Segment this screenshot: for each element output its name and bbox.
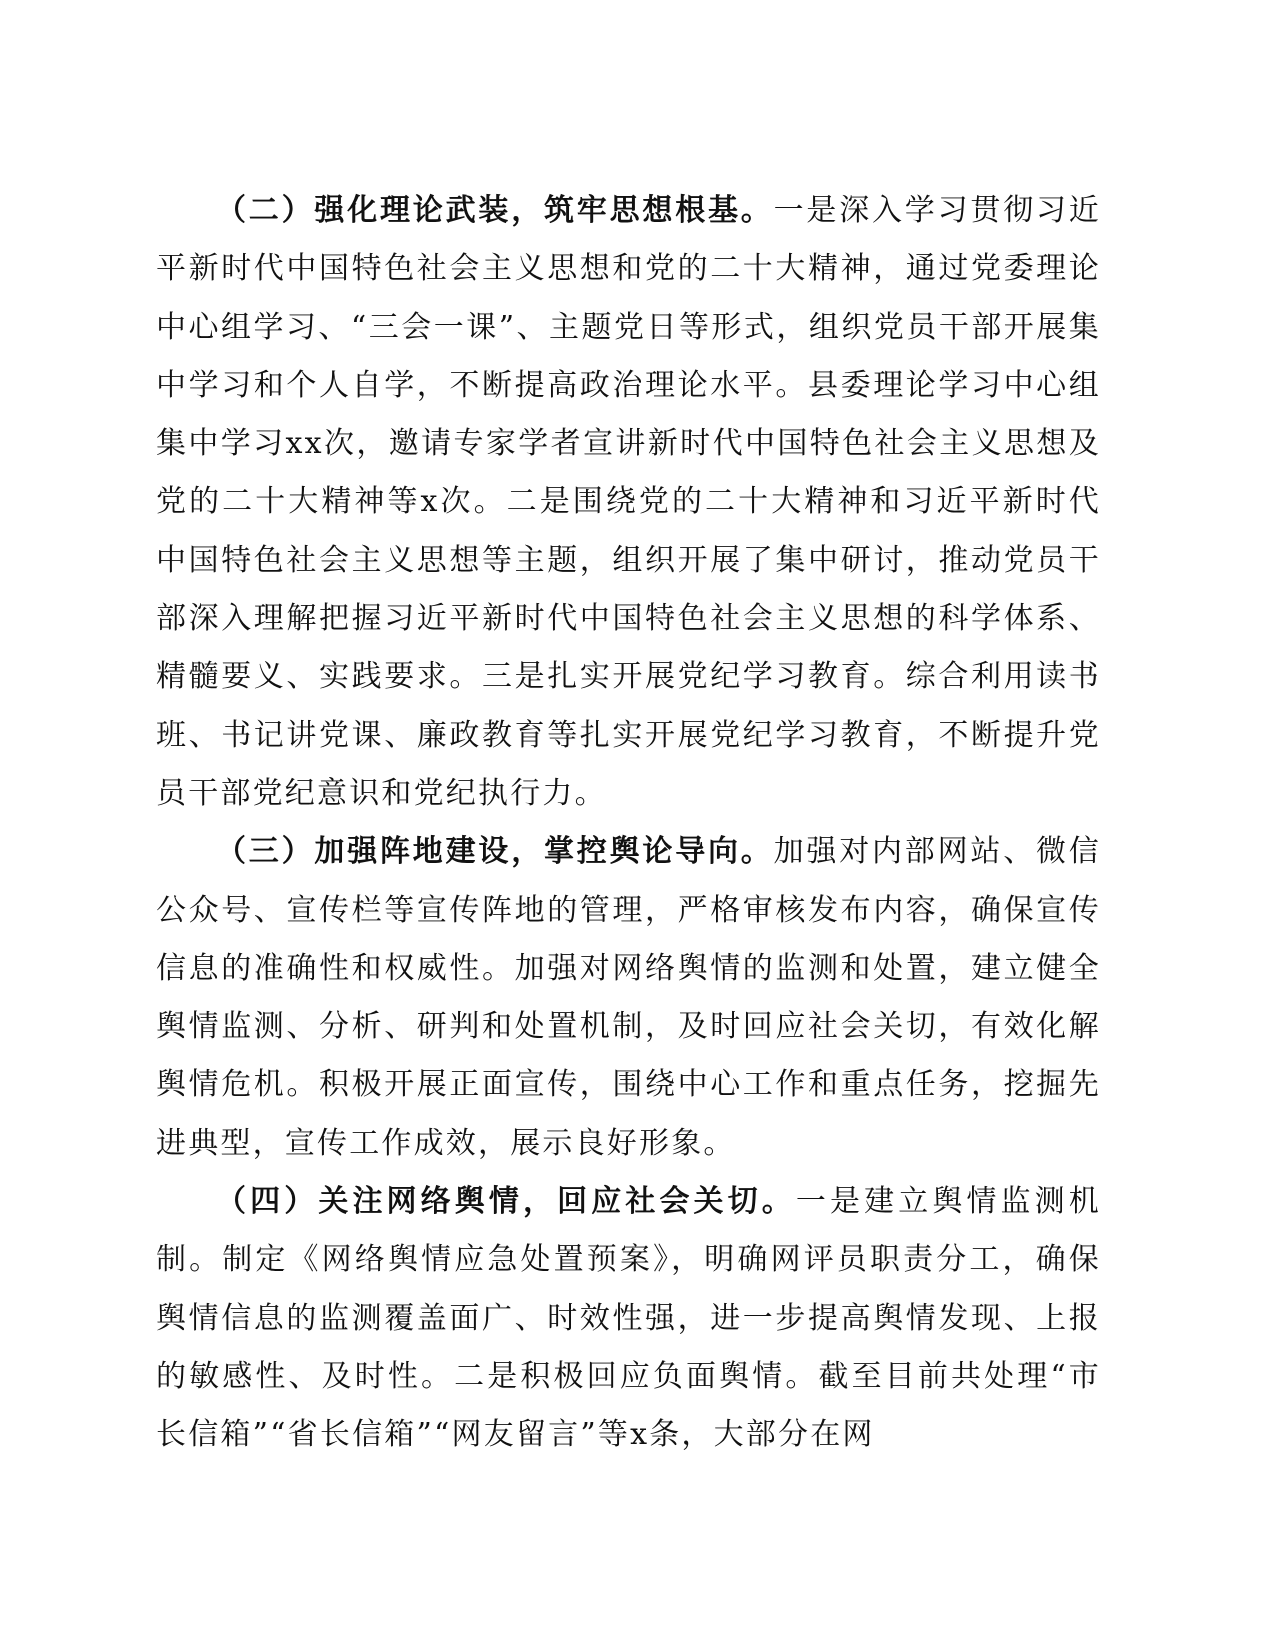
paragraph-position-building [156, 823, 1101, 1173]
paragraph-body: 加强对内部网站、微信公众号、宣传栏等宣传阵地的管理，严格审核发布内容，确保宣传信息的准确性和权威性。加强对网络舆情的监测和处置，建立健全舆情监测、分析、研判和处置机制，及时回应社会关切，有效化解舆情危机。积极开展正面宣传，围绕中心工作和重点任务，挖掘先进典型，宣传工作成效，展示良好形象。 [156, 834, 1102, 1161]
document-body [156, 182, 1101, 1465]
paragraph-body: 一是建立舆情监测机制。制定《网络舆情应急处置预案》，明确网评员职责分工，确保舆情信息的监测覆盖面广、时效性强，进一步提高舆情发现、上报的敏感性、及时性。二是积极回应负面舆情。截至目前共处理“市长信箱”“省长信箱”“网友留言”等x条，大部分在网 [156, 1184, 1101, 1453]
paragraph-body: 一是深入学习贯彻习近平新时代中国特色社会主义思想和党的二十大精神，通过党委理论中心组学习、“三会一课”、主题党日等形式，组织党员干部开展集中学习和个人自学，不断提高政治理论水平。县委理论学习中心组集中学习xx次，邀请专家学者宣讲新时代中国特色社会主义思想及党的二十大精神等x次。二是围绕党的二十大精神和习近平新时代中国特色社会主义思想等主题，组织开展了集中研讨，推动党员干部深入理解把握习近平新时代中国特色社会主义思想的科学体系、精髓要义、实践要求。三是扎实开展党纪学习教育。综合利用读书班、书记讲党课、廉政教育等扎实开展党纪学习教育，不断提升党员干部党纪意识和党纪执行力。 [156, 193, 1102, 811]
paragraph-online-opinion [156, 1173, 1101, 1464]
paragraph-heading: （四）关注网络舆情，回应社会关切。 [216, 1184, 796, 1220]
paragraph-heading: （三）加强阵地建设，掌控舆论导向。 [216, 834, 774, 870]
paragraph-theory-study [156, 182, 1101, 823]
paragraph-heading: （二）强化理论武装，筑牢思想根基。 [216, 193, 774, 228]
